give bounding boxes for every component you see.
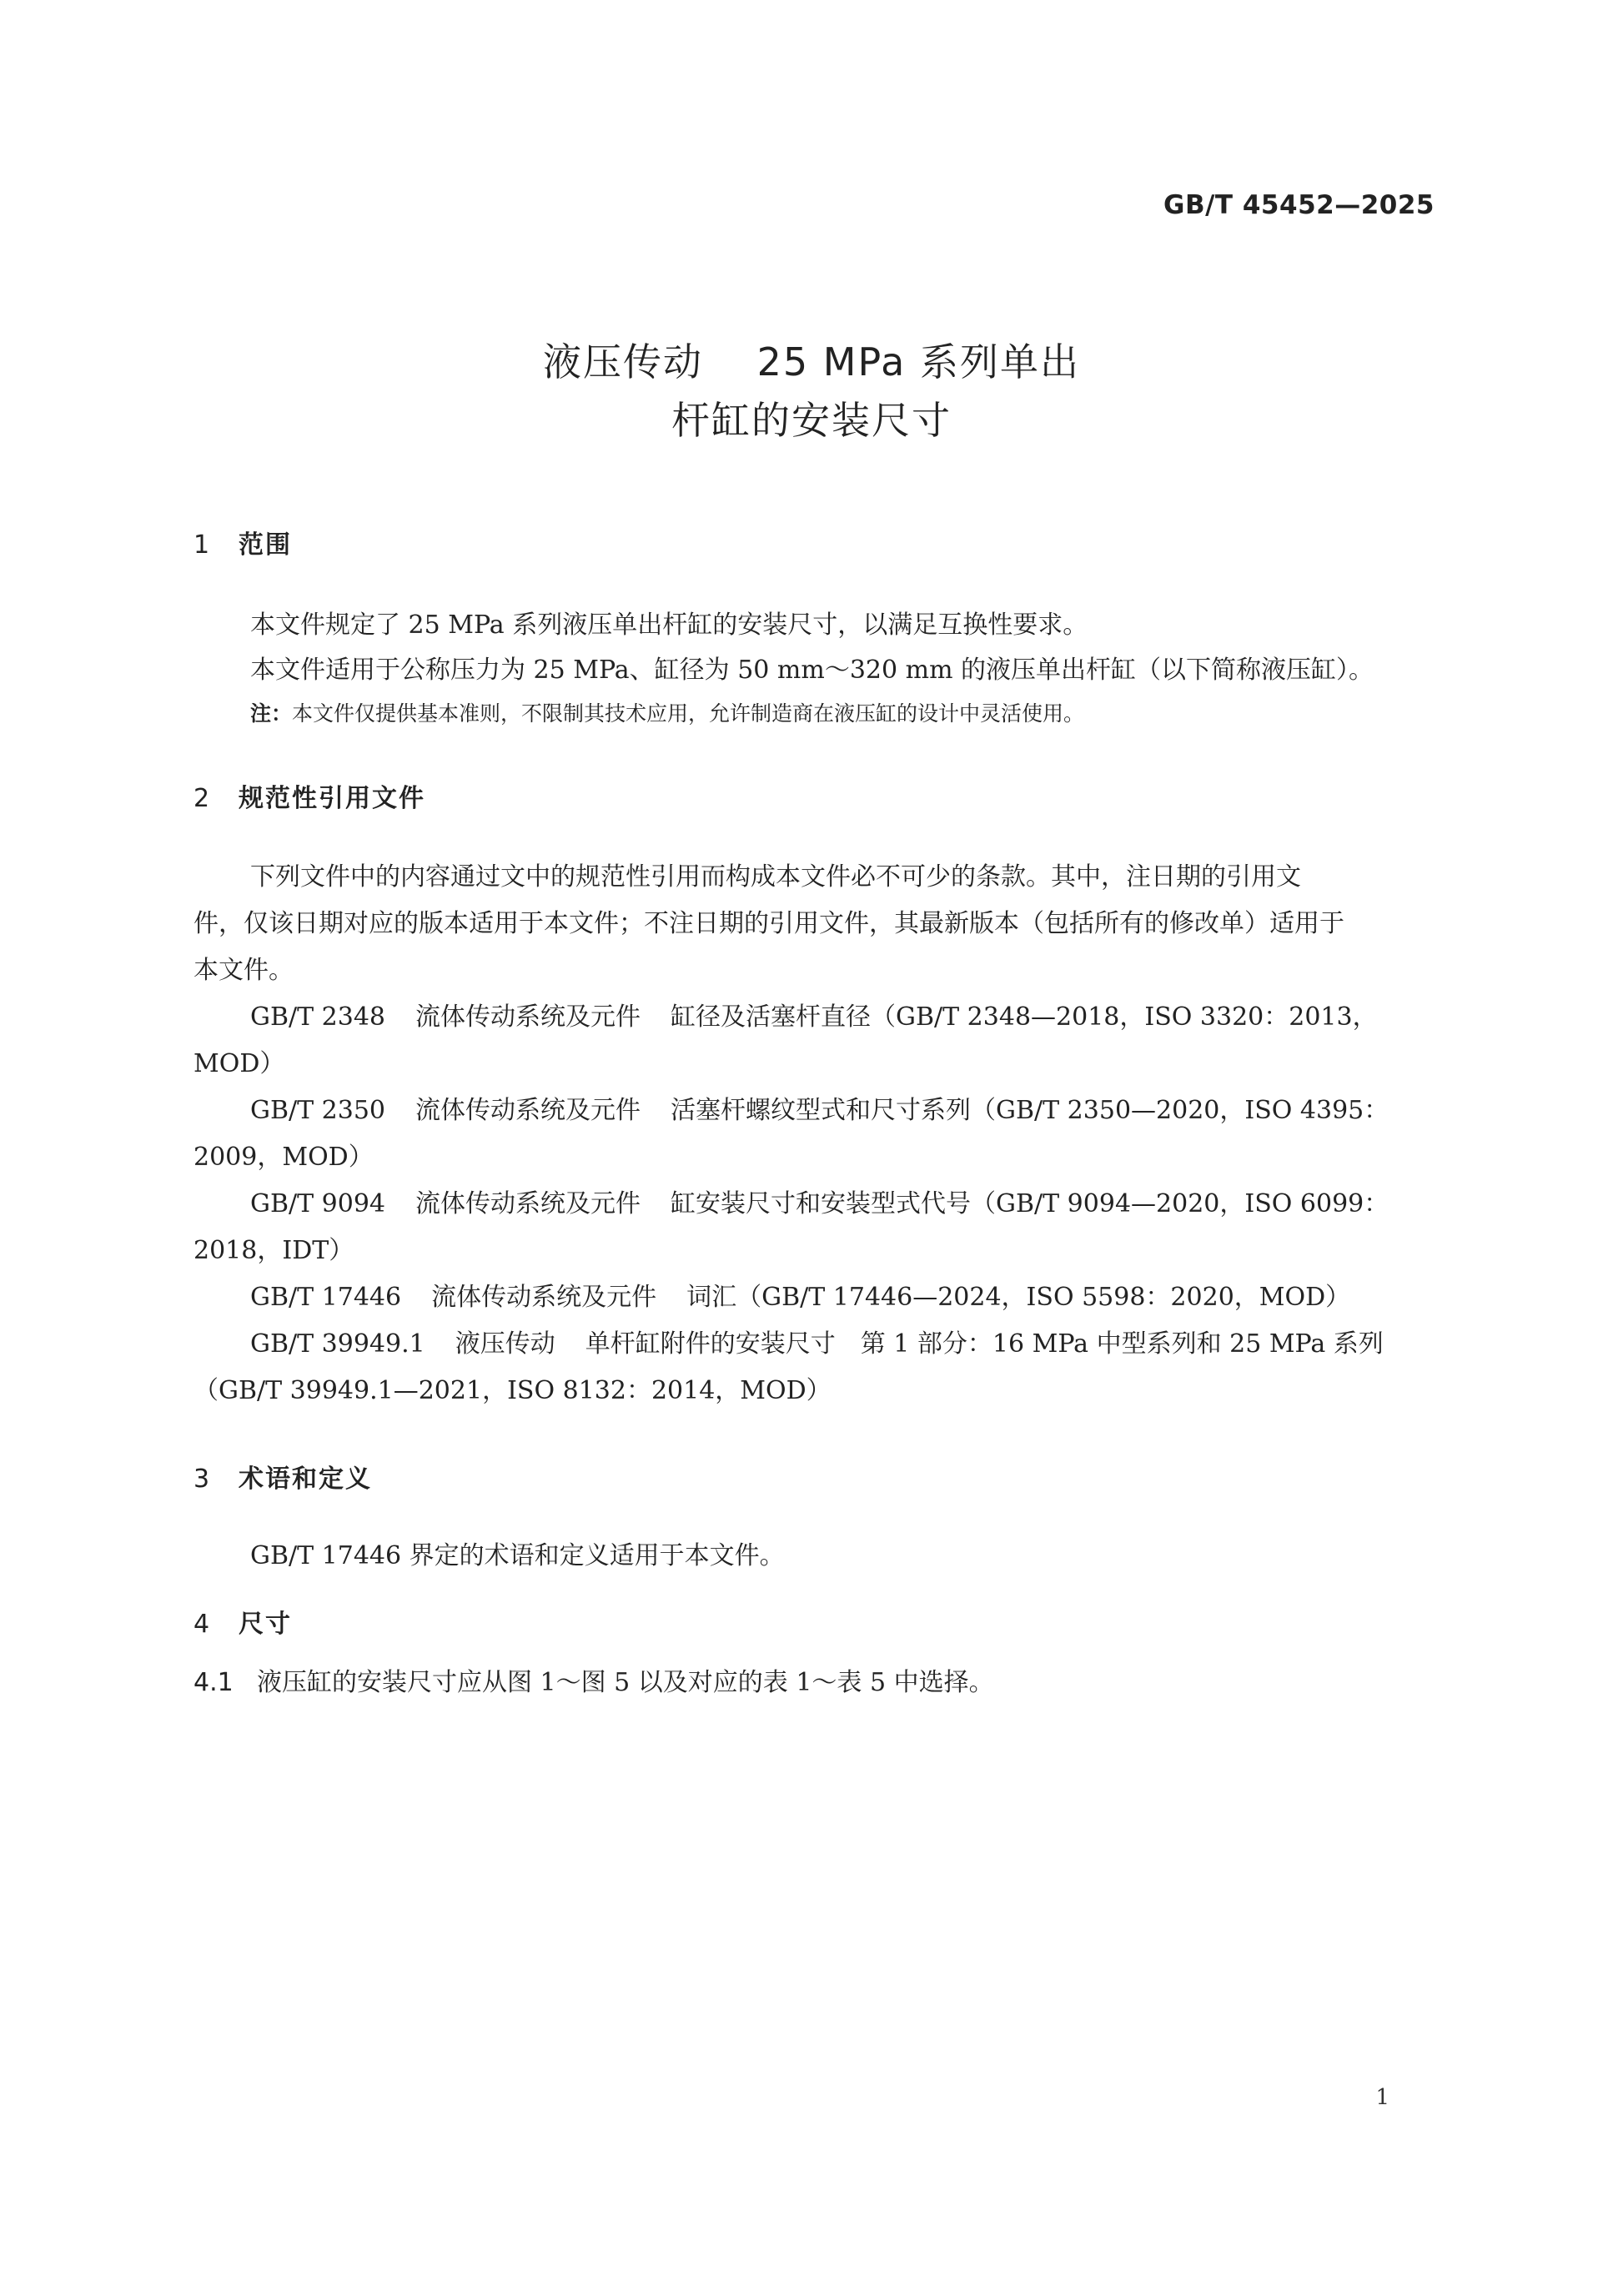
section-number: 4 — [193, 1610, 212, 1639]
reference-continuation: 2009，MOD） — [193, 1143, 374, 1172]
reference-code: GB/T 2350 — [250, 1096, 386, 1125]
section-title: 尺寸 — [239, 1610, 292, 1639]
terms-paragraph: GB/T 17446 界定的术语和定义适用于本文件。 — [250, 1541, 785, 1570]
reference-detail: 词汇（GB/T 17446—2024，ISO 5598：2020，MOD） — [686, 1283, 1351, 1312]
reference-item — [250, 1188, 1389, 1221]
page-number: 1 — [1375, 2085, 1389, 2110]
section-1-heading — [193, 524, 292, 560]
scope-paragraph-1: 本文件规定了 25 MPa 系列液压单出杆缸的安装尺寸，以满足互换性要求。 — [250, 610, 1088, 640]
reference-detail: 缸径及活塞杆直径（GB/T 2348—2018，ISO 3320：2013， — [671, 1002, 1378, 1032]
reference-detail: 单杆缸附件的安装尺寸 第 1 部分：16 MPa 中型系列和 25 MPa 系列 — [585, 1329, 1384, 1359]
reference-code: GB/T 17446 — [250, 1283, 402, 1312]
note-text: 本文件仅提供基本准则，不限制其技术应用，允许制造商在液压缸的设计中灵活使用。 — [292, 701, 1085, 726]
references-intro-line-1: 下列文件中的内容通过文中的规范性引用而构成本文件必不可少的条款。其中，注日期的引用文 — [250, 862, 1301, 892]
reference-title: 流体传动系统及元件 — [431, 1283, 657, 1312]
scope-note — [250, 697, 1084, 731]
reference-item — [250, 1328, 1384, 1361]
section-number: 1 — [193, 530, 212, 560]
reference-code: GB/T 9094 — [250, 1189, 386, 1218]
clause-text: 液压缸的安装尺寸应从图 1～图 5 以及对应的表 1～表 5 中选择。 — [257, 1668, 994, 1697]
section-4-heading — [193, 1603, 292, 1640]
reference-continuation: 2018，IDT） — [193, 1236, 354, 1265]
reference-code: GB/T 2348 — [250, 1002, 386, 1032]
reference-detail: 活塞杆螺纹型式和尺寸系列（GB/T 2350—2020，ISO 4395： — [671, 1096, 1389, 1125]
reference-title: 液压传动 — [455, 1329, 555, 1359]
standard-code: GB/T 45452—2025 — [1163, 190, 1435, 220]
reference-item — [250, 1094, 1389, 1128]
clause-number: 4.1 — [193, 1668, 234, 1697]
references-intro-line-2: 件，仅该日期对应的版本适用于本文件；不注日期的引用文件，其最新版本（包括所有的修改单）适用于 — [193, 909, 1344, 938]
section-title: 规范性引用文件 — [239, 784, 425, 813]
section-title: 术语和定义 — [239, 1465, 372, 1494]
reference-continuation: （GB/T 39949.1—2021，ISO 8132：2014，MOD） — [193, 1376, 832, 1405]
reference-continuation: MOD） — [193, 1049, 285, 1078]
reference-code: GB/T 39949.1 — [250, 1329, 425, 1359]
reference-title: 流体传动系统及元件 — [415, 1189, 641, 1218]
document-title-line-2: 杆缸的安装尺寸 — [671, 398, 952, 443]
references-intro-line-3: 本文件。 — [193, 956, 294, 985]
reference-item — [250, 1281, 1350, 1314]
section-number: 3 — [193, 1465, 212, 1494]
scope-paragraph-2: 本文件适用于公称压力为 25 MPa、缸径为 50 mm～320 mm 的液压单出杆缸（以下简称液压缸）。 — [250, 656, 1374, 685]
note-label: 注： — [250, 701, 293, 726]
clause-4-1 — [193, 1661, 994, 1698]
section-title: 范围 — [239, 530, 292, 560]
document-title-line-1: 液压传动 25 MPa 系列单出 — [543, 339, 1080, 384]
reference-item — [250, 1001, 1378, 1034]
section-3-heading — [193, 1458, 372, 1495]
section-number: 2 — [193, 784, 212, 813]
reference-title: 流体传动系统及元件 — [415, 1002, 641, 1032]
section-2-heading — [193, 777, 425, 814]
reference-title: 流体传动系统及元件 — [415, 1096, 641, 1125]
reference-detail: 缸安装尺寸和安装型式代号（GB/T 9094—2020，ISO 6099： — [671, 1189, 1389, 1218]
